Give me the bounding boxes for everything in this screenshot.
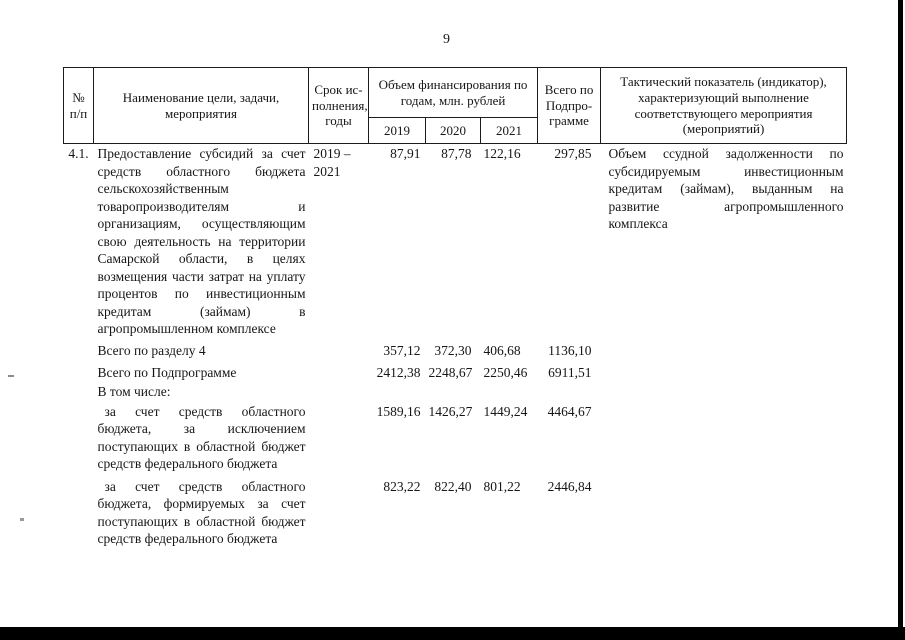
row-4-1-name: Предоставление субсидий за счет средств областного бюджета сельскохозяйственным товаропроизводителям и организациям, осуществляющим свою деятельность на территории Самарской области, в целях возмещения части затрат на уплату процентов по инвестиционным кредитам (займам) в агропромышленном комплексе — [97, 146, 306, 337]
subprogram-total-2020: 2248,67 — [428, 364, 473, 380]
table-row-federal-budget — [64, 474, 847, 549]
including-label: В том числе: — [97, 384, 171, 400]
row-4-1-term: 2019 – 2021 — [313, 146, 351, 179]
scan-speck — [20, 518, 24, 521]
regional-budget-label: за счет средств областного бюджета, за исключением поступающих в областной бюджет средств федерального бюджета — [97, 403, 306, 472]
subprogram-total-sum: 6911,51 — [548, 364, 592, 380]
header-cell-total: Всего по Подпро-грамме — [538, 68, 601, 144]
header-cell-name: Наименование цели, задачи, мероприятия — [94, 68, 309, 144]
federal-budget-label: за счет средств областного бюджета, формируемых за счет поступающих в областной бюджет средств федерального бюджета — [97, 478, 306, 547]
federal-budget-sum: 2446,84 — [547, 478, 592, 494]
header-cell-year-2019: 2019 — [369, 118, 426, 144]
header-cell-indicator: Тактический показатель (индикатор), характеризующий выполнение соответствующего мероприятия (мероприятий) — [601, 68, 847, 144]
row-4-1-indicator: Объем ссудной задолженности по субсидируемым инвестиционным кредитам (займам), выданным на развитие агропромышленного комплекса — [608, 146, 844, 232]
page-number: 9 — [443, 32, 450, 47]
row-4-1-value-2021: 122,16 — [483, 146, 521, 161]
table-row-including — [64, 382, 847, 402]
row-4-1-value-2019: 87,91 — [390, 146, 421, 161]
regional-budget-2020: 1426,27 — [428, 403, 473, 419]
section4-total-2021: 406,68 — [483, 343, 521, 359]
header-cell-number: № п/п — [64, 68, 94, 144]
federal-budget-2019: 823,22 — [383, 478, 421, 494]
row-4-1-value-2020: 87,78 — [441, 146, 472, 161]
table-row-subprogram-total — [64, 361, 847, 383]
regional-budget-sum: 4464,67 — [547, 403, 592, 419]
header-cell-year-2021: 2021 — [481, 118, 538, 144]
row-4-1-number: 4.1. — [68, 146, 89, 161]
table-row-4-1 — [64, 144, 847, 340]
regional-budget-2021: 1449,24 — [483, 403, 528, 419]
federal-budget-2021: 801,22 — [483, 478, 521, 494]
scan-edge-right — [898, 0, 903, 640]
table-body — [64, 144, 847, 550]
header-cell-year-2020: 2020 — [426, 118, 481, 144]
subprogram-total-label: Всего по Подпрограмме — [97, 364, 237, 380]
row-4-1-total: 297,85 — [554, 146, 592, 161]
scan-speck — [8, 375, 14, 377]
scan-edge-bottom — [0, 627, 905, 640]
section4-total-label: Всего по разделу 4 — [97, 343, 206, 359]
header-cell-financing: Объем финансирования по годам, млн. рублей — [369, 68, 538, 118]
table-row-section4-total — [64, 339, 847, 361]
subprogram-total-2019: 2412,38 — [376, 364, 421, 380]
section4-total-2020: 372,30 — [434, 343, 472, 359]
subprogram-total-2021: 2250,46 — [483, 364, 528, 380]
table-row-regional-budget — [64, 402, 847, 474]
financing-table — [63, 67, 847, 549]
section4-total-2019: 357,12 — [383, 343, 421, 359]
header-cell-term: Срок ис-полнения, годы — [309, 68, 369, 144]
section4-total-sum: 1136,10 — [548, 343, 592, 359]
regional-budget-2019: 1589,16 — [376, 403, 421, 419]
table-header — [64, 68, 847, 144]
federal-budget-2020: 822,40 — [434, 478, 472, 494]
